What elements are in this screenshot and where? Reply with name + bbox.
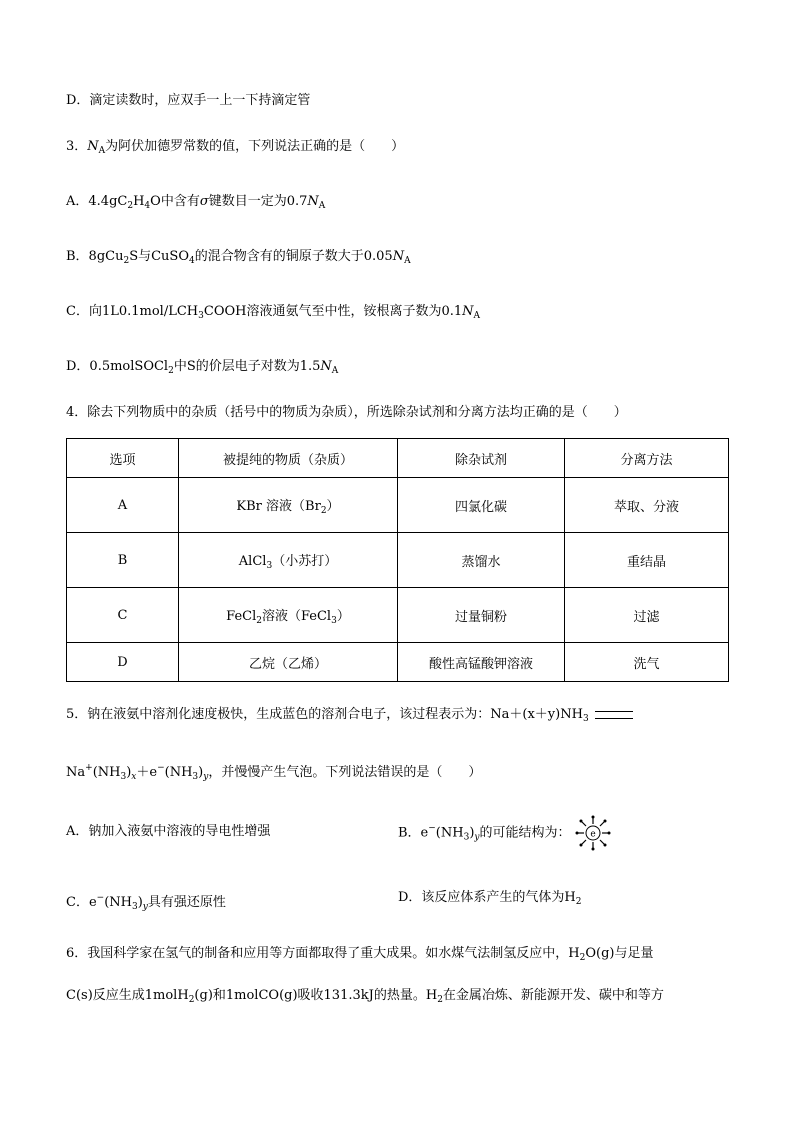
reagent-cell: 酸性高锰酸钾溶液 xyxy=(398,643,565,682)
method-cell: 重结晶 xyxy=(565,533,729,588)
substance-cell: KBr 溶液$(Br_2)$ xyxy=(179,478,398,533)
q5-option-d: D．该反应体系产生的气体为$H_2$ xyxy=(398,890,582,907)
q5-option-a: A．钠加入液氨中溶液的导电性增强 xyxy=(66,824,271,839)
table-row xyxy=(67,478,729,533)
option-cell: C xyxy=(67,588,179,643)
q2-option-d: D．滴定读数时，应双手一上一下持滴定管 xyxy=(66,93,311,108)
option-cell: D xyxy=(67,643,179,682)
header-cell: 分离方法 xyxy=(565,439,729,478)
solvated-electron-icon xyxy=(575,815,611,851)
table-row xyxy=(67,643,729,682)
table-row xyxy=(67,588,729,643)
q6-line1: 6．我国科学家在氢气的制备和应用等方面都取得了重大成果。如水煤气法制氢反应中，$H_2O(g)$与足量 xyxy=(66,946,654,963)
q3-option-d: D．0.5molSOCl$_2$中S的价层电子对数为$1.5N_A$ xyxy=(66,359,339,376)
header-cell: 选项 xyxy=(67,439,179,478)
q5-stem-line1: 5．钠在液氨中溶剂化速度极快，生成蓝色的溶剂合电子，该过程表示为：$Na+(x+y)NH_3$ xyxy=(66,705,633,729)
substance-cell: 乙烷（乙烯） xyxy=(179,643,398,682)
table-header-row xyxy=(67,439,729,478)
q5-stem-line2: $Na^+(NH_3)_x+e^-(NH_3)_y$，并慢慢产生气泡。下列说法错误的是（ ） xyxy=(66,763,482,782)
header-cell: 被提纯的物质（杂质） xyxy=(179,439,398,478)
q6-line2: C(s)反应生成1molH$_2$(g)和1molCO(g)吸收131.3kJ的热量。$H_2$在金属冶炼、新能源开发、碳中和等方 xyxy=(66,988,664,1005)
option-cell: B xyxy=(67,533,179,588)
equilibrium-sign xyxy=(595,711,633,719)
substance-cell: AlCl$_3$（小苏打） xyxy=(179,533,398,588)
method-cell: 过滤 xyxy=(565,588,729,643)
reagent-cell: 四氯化碳 xyxy=(398,478,565,533)
q3-option-b: B．8gCu$_2$S与CuSO$_4$的混合物含有的铜原子数大于$0.05N_A$ xyxy=(66,249,411,266)
reagent-cell: 过量铜粉 xyxy=(398,588,565,643)
substance-cell: FeCl$_2$溶液（FeCl$_3$） xyxy=(179,588,398,643)
q5-option-c: C．$e^-(NH_3)_y$具有强还原性 xyxy=(66,893,226,912)
method-cell: 萃取、分液 xyxy=(565,478,729,533)
q5-option-b: B．$e^-(NH_3)_y$的可能结构为： e xyxy=(398,815,611,851)
q3-stem: 3．$N_A$为阿伏加德罗常数的值，下列说法正确的是（ ） xyxy=(66,139,405,156)
header-cell: 除杂试剂 xyxy=(398,439,565,478)
q4-stem: 4．除去下列物质中的杂质（括号中的物质为杂质），所选除杂试剂和分离方法均正确的是（ ） xyxy=(66,405,627,420)
q4-table xyxy=(66,438,729,682)
svg-text:e: e xyxy=(589,829,596,840)
q3-option-c: C．向$1L0.1mol/LCH_3COOH$溶液通氨气至中性，铵根离子数为$0.1N_A$ xyxy=(66,304,481,321)
table-row xyxy=(67,533,729,588)
option-cell: A xyxy=(67,478,179,533)
q3-option-a: A．$4.4gC_2H_4O$中含有σ键数目一定为$0.7N_A$ xyxy=(66,194,326,211)
reagent-cell: 蒸馏水 xyxy=(398,533,565,588)
method-cell: 洗气 xyxy=(565,643,729,682)
